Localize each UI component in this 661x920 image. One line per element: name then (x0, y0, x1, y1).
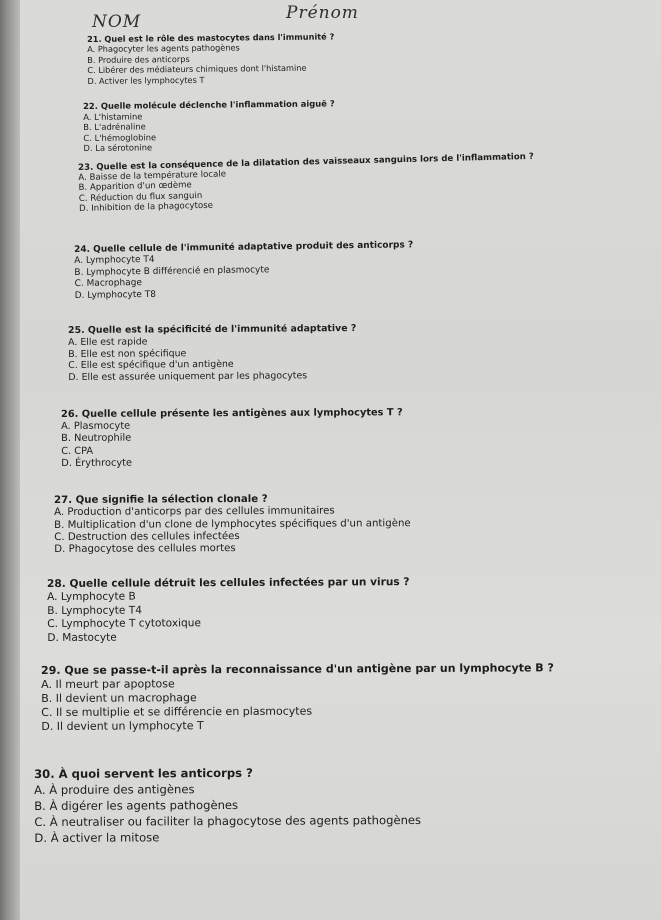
question-block (87, 31, 335, 86)
prenom-label: Prénom (286, 3, 359, 23)
answer-option: B. Multiplication d'un clone de lymphocytes spécifiques d'un antigène (54, 517, 411, 531)
answer-option: A. Il meurt par apoptose (41, 677, 175, 691)
answer-option: D. Mastocyte (47, 631, 117, 644)
answer-option: D. Érythrocyte (61, 457, 133, 469)
answer-option: D. À activer la mitose (34, 830, 160, 845)
answer-option: A. Plasmocyte (61, 420, 131, 433)
nom-label: NOM (92, 12, 142, 32)
question-block (41, 661, 554, 734)
question-title: 29. Que se passe-t-il après la reconnaissance d'un antigène par un lymphocyte B ? (41, 661, 554, 677)
answer-option: B. Produire des anticorps (87, 53, 190, 65)
answer-option: A. Baisse de la température locale (78, 169, 227, 184)
answer-option: A. Lymphocyte B (47, 590, 136, 604)
answer-option: B. Neutrophile (61, 433, 132, 445)
answer-option: C. Réduction du flux sanguin (78, 190, 203, 204)
answer-option: C. À neutraliser ou faciliter la phagocytose des agents pathogènes (34, 812, 422, 829)
answer-option: C. Elle est spécifique d'un antigène (68, 359, 234, 372)
answer-option: A. L'histamine (83, 110, 143, 122)
question-title: 28. Quelle cellule détruit les cellules infectées par un virus ? (47, 576, 410, 590)
question-title: 22. Quelle molécule déclenche l'inflammation aiguë ? (83, 98, 335, 111)
answer-option: D. Phagocytose des cellules mortes (54, 543, 236, 556)
question-title: 25. Quelle est la spécificité de l'immunité adaptative ? (68, 322, 357, 336)
answer-option: D. Inhibition de la phagocytose (78, 200, 214, 214)
answer-option: C. Macrophage (74, 278, 143, 290)
answer-option: C. Libérer des médiateurs chimiques dont l'histamine (87, 62, 307, 76)
answer-option: D. Lymphocyte T8 (74, 289, 157, 301)
question-title: 23. Quelle est la conséquence de la dilatation des vaisseaux sanguins lors de l'inflammation ? (78, 151, 534, 173)
question-block (83, 98, 335, 154)
answer-option: D. La sérotonine (83, 142, 153, 154)
answer-option: C. CPA (61, 445, 94, 457)
question-title: 27. Que signifie la sélection clonale ? (54, 493, 268, 506)
answer-option: C. L'hémoglobine (83, 132, 157, 143)
answer-option: B. Apparition d'un œdème (78, 180, 192, 194)
answer-option: B. Lymphocyte T4 (47, 604, 142, 617)
answer-option: B. L'adrénaline (83, 121, 146, 133)
answer-option: B. Lymphocyte B différencié en plasmocyte (74, 265, 270, 278)
answer-option: C. Lymphocyte T cytotoxique (47, 617, 202, 631)
answer-option: A. Production d'anticorps par des cellules immunitaires (54, 505, 335, 519)
question-block (34, 764, 421, 846)
question-block (47, 576, 410, 645)
answer-option: A. Elle est rapide (68, 336, 148, 348)
question-block (74, 240, 414, 302)
answer-option: B. Elle est non spécifique (68, 347, 187, 360)
question-block (61, 407, 403, 470)
answer-option: D. Il devient un lymphocyte T (41, 719, 204, 733)
question-title: 21. Quel est le rôle des mastocytes dans l'immunité ? (87, 31, 335, 44)
answer-option: A. Phagocyter les agents pathogènes (87, 42, 240, 55)
question-block (68, 323, 357, 384)
question-title: 26. Quelle cellule présente les antigènes aux lymphocytes T ? (61, 407, 403, 420)
answer-option: D. Elle est assurée uniquement par les phagocytes (68, 370, 308, 384)
answer-option: A. À produire des antigènes (34, 782, 195, 797)
question-title: 30. À quoi servent les anticorps ? (34, 765, 253, 781)
answer-option: C. Il se multiplie et se différencie en plasmocytes (41, 704, 313, 719)
answer-option: B. À digérer les agents pathogènes (34, 797, 239, 813)
question-title: 24. Quelle cellule de l'immunité adaptative produit des anticorps ? (74, 240, 414, 255)
answer-option: B. Il devient un macrophage (41, 691, 197, 705)
answer-option: A. Lymphocyte T4 (74, 255, 155, 267)
answer-option: C. Destruction des cellules infectées (54, 530, 240, 543)
question-block (54, 493, 411, 556)
answer-option: D. Activer les lymphocytes T (87, 74, 205, 86)
